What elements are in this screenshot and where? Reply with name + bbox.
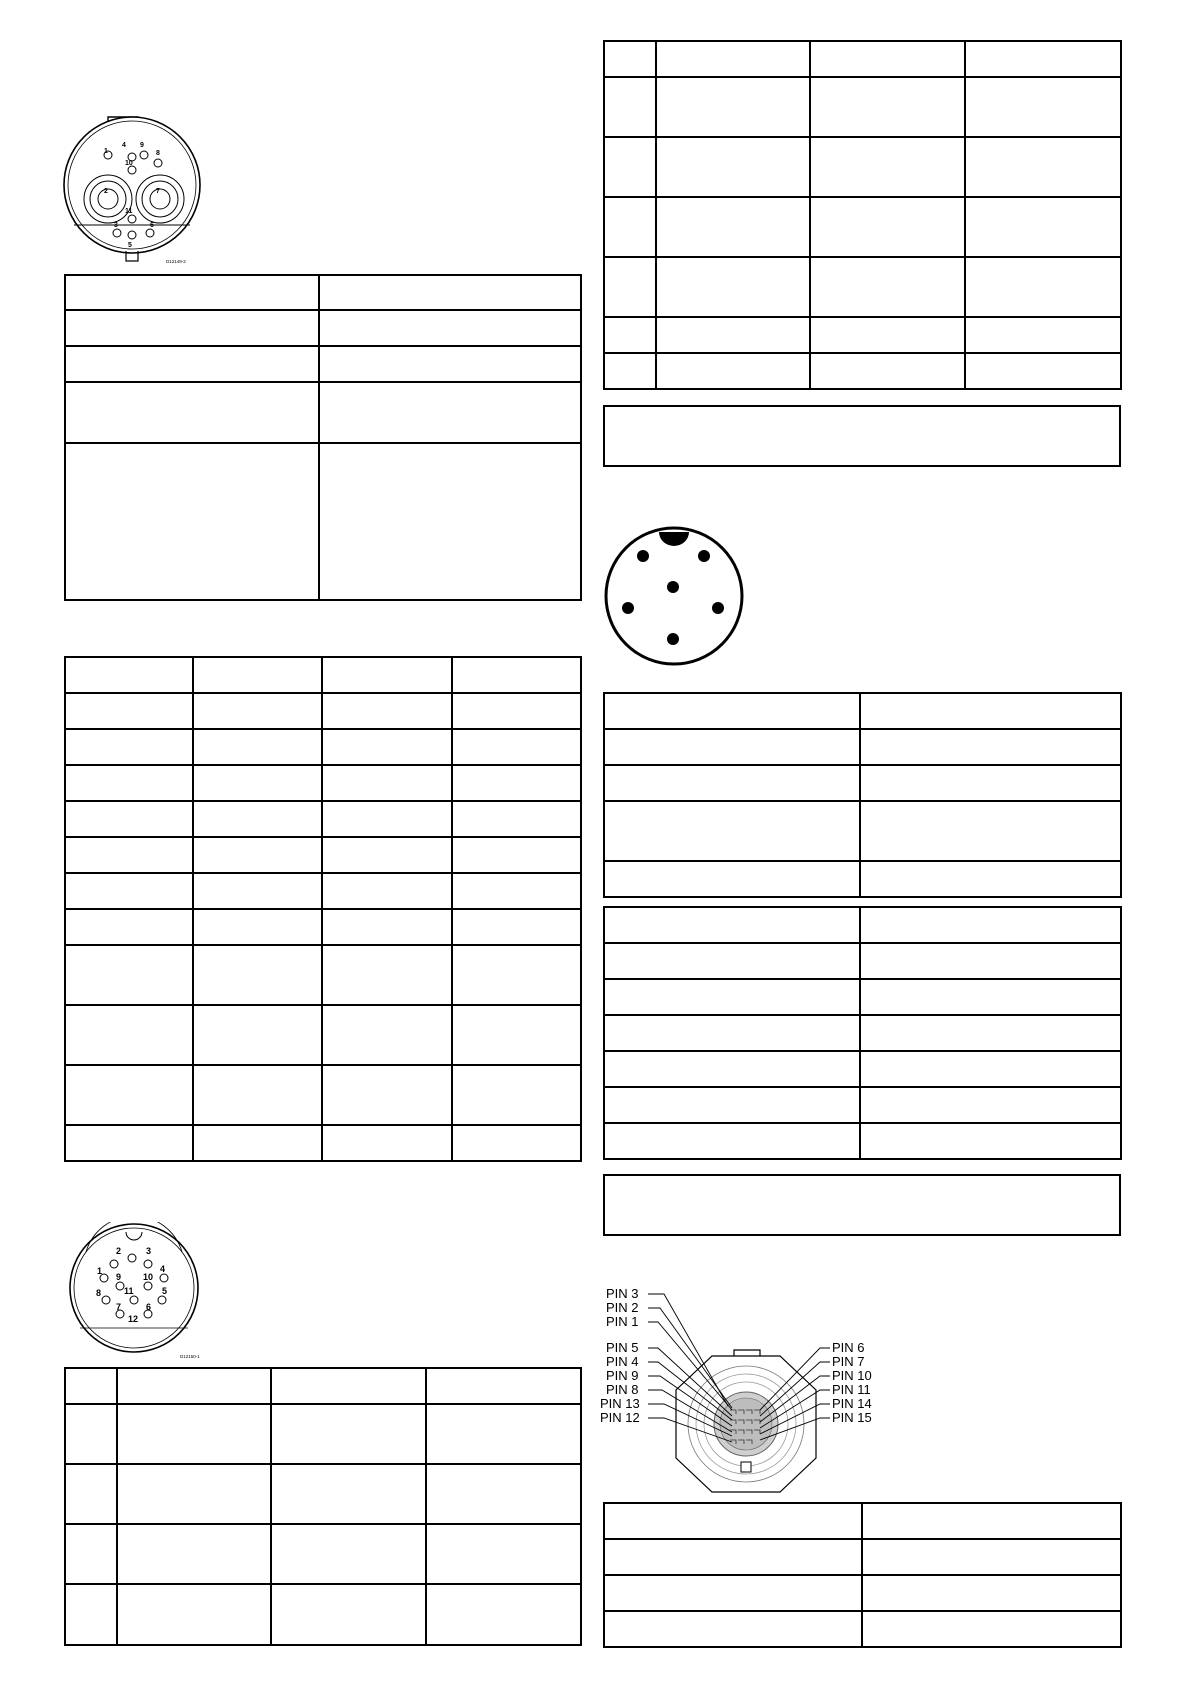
table-row [604,77,1121,137]
table-row [65,1584,581,1645]
table-row [604,729,1121,765]
pin-label: 2 [104,188,108,195]
table-3 [64,1367,582,1646]
pin-label: 2 [116,1246,122,1256]
table-row [65,275,581,310]
table-row [65,765,581,801]
connector-11pin-diagram [60,115,210,267]
note-box [603,1174,1121,1236]
pin-label: 4 [160,1264,166,1274]
pin-label: 11 [124,1286,134,1296]
pin-callout: PIN 2 [606,1300,639,1315]
pin-label: 6 [146,1302,152,1312]
pin-callout: PIN 8 [606,1382,639,1397]
pin-callout: PIN 3 [606,1286,639,1301]
pin-label: 10 [143,1272,154,1282]
table-row [604,1015,1121,1051]
table-row [65,1524,581,1584]
pin-callout: PIN 13 [600,1396,640,1411]
connector-12pin-figure [62,1222,212,1362]
pin-label: 11 [125,208,133,215]
table-row [604,137,1121,197]
connector-6pin-diagram [602,524,748,666]
pin-label: 7 [156,188,160,195]
pin-label: 8 [96,1288,102,1298]
pin-label: 3 [114,222,118,229]
figure-ref-code: D12150-1 [180,1354,200,1359]
table-row [604,765,1121,801]
connector-15pin-figure [600,1286,900,1500]
table-row [65,1368,581,1404]
table-7 [603,1502,1122,1648]
table-row [604,1503,1121,1539]
table-row [604,1087,1121,1123]
table-row [604,1051,1121,1087]
table-row [604,317,1121,353]
table-row [65,693,581,729]
pin-callout: PIN 1 [606,1314,639,1329]
pin-label: 7 [116,1302,122,1312]
table-row [65,1464,581,1524]
table-row [65,657,581,693]
pin-callout: PIN 5 [606,1340,639,1355]
pin-callout: PIN 11 [832,1382,871,1397]
table-row [65,801,581,837]
pin-label: 6 [150,222,154,229]
table-row [65,310,581,346]
table-row [604,1123,1121,1159]
pin-label: 5 [162,1286,168,1296]
table-row [65,346,581,382]
connector-6pin-figure [602,524,748,666]
table-row [604,907,1121,943]
table-row [604,197,1121,257]
pin-label: 1 [97,1266,103,1276]
table-row [65,1404,581,1464]
pin-label: 12 [128,1314,139,1324]
pin-callout: PIN 14 [832,1396,872,1411]
table-row [65,443,581,600]
pin-label: 5 [128,242,132,249]
table-row [65,729,581,765]
table-5 [603,692,1122,898]
table-4 [603,40,1122,390]
table-row [65,873,581,909]
pin-callout: PIN 12 [600,1410,640,1425]
pin-callout: PIN 9 [606,1368,639,1383]
table-row [604,979,1121,1015]
pin-label: 3 [146,1246,152,1256]
table-row [65,1125,581,1161]
table-6 [603,906,1122,1160]
table-row [604,693,1121,729]
table-1 [64,274,582,601]
table-row [604,257,1121,317]
table-row [604,1575,1121,1611]
pin-label: 8 [156,150,160,157]
pin-callout: PIN 6 [832,1340,865,1355]
table-row [65,837,581,873]
pin-label: 10 [125,160,133,167]
table-row [65,382,581,443]
table-row [604,353,1121,389]
pin-callout: PIN 7 [832,1354,865,1369]
table-row [65,909,581,945]
table-2 [64,656,582,1162]
table-row [65,1005,581,1065]
figure-ref-code: D12149-2 [166,259,186,264]
table-row [604,943,1121,979]
pin-label: 9 [140,142,144,149]
table-row [604,801,1121,861]
table-row [604,41,1121,77]
pin-label: 4 [122,142,126,149]
pin-callout: PIN 10 [832,1368,872,1383]
note-box [603,405,1121,467]
table-row [604,861,1121,897]
table-row [604,1611,1121,1647]
table-row [65,1065,581,1125]
pin-callout: PIN 15 [832,1410,872,1425]
pin-label: 1 [104,148,108,155]
table-row [604,1539,1121,1575]
table-row [65,945,581,1005]
connector-11pin-figure [60,115,210,267]
connector-12pin-diagram [62,1222,212,1362]
pin-label: 9 [116,1272,122,1282]
connector-15pin-diagram [600,1286,900,1500]
pin-callout: PIN 4 [606,1354,639,1369]
